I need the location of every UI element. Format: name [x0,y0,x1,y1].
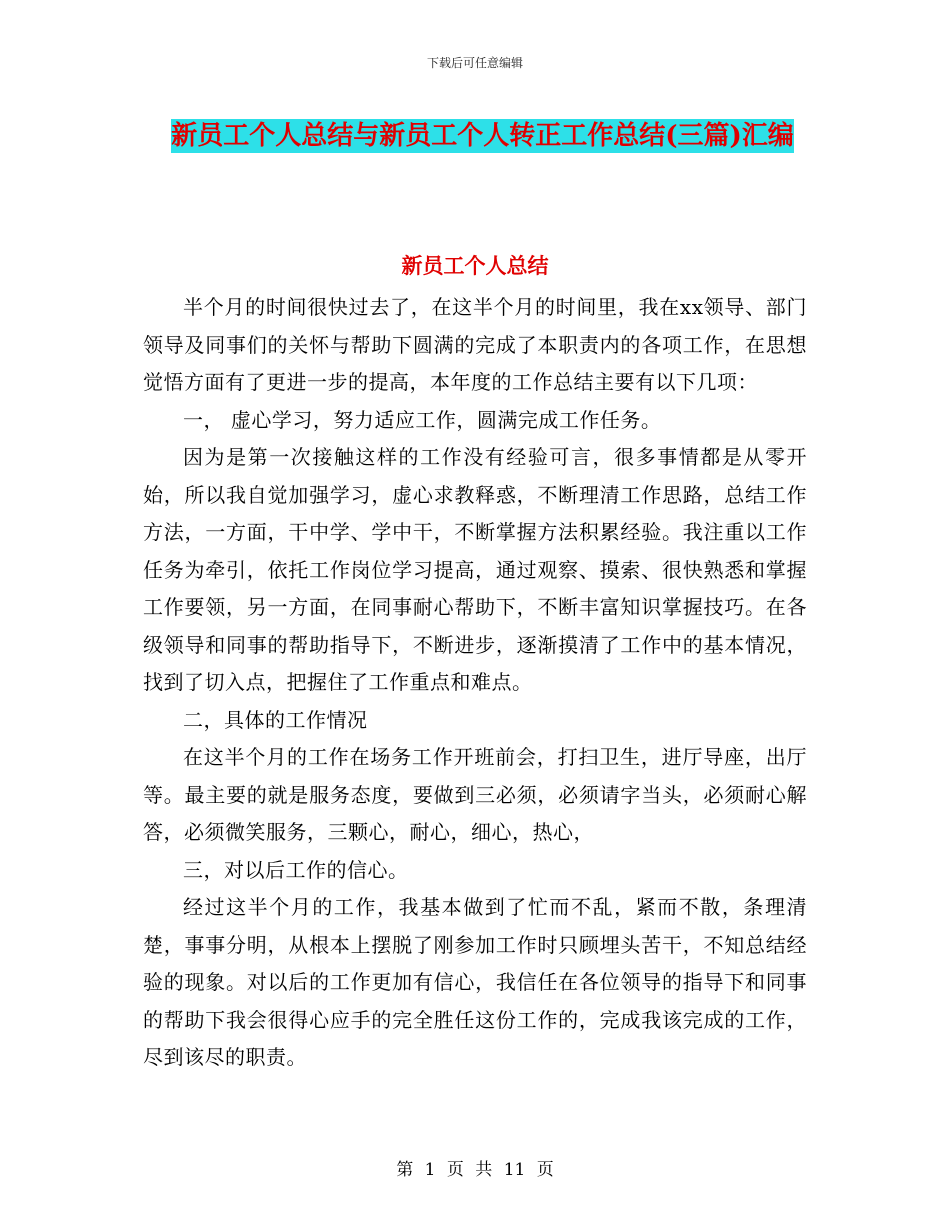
paragraph: 半个月的时间很快过去了，在这半个月的时间里，我在xx领导、部门领导及同事们的关怀与帮助下圆满的完成了本职责内的各项工作，在思想觉悟方面有了更进一步的提高，本年度的工作总结主要有以下几项： [143,295,807,394]
section-title: 新员工个人总结 [401,253,549,278]
page-footer: 第 1 页 共 11 页 [396,1160,554,1180]
document-title [145,112,820,160]
paragraph: 一， 虚心学习，努力适应工作，圆满完成工作任务。 [183,407,662,432]
header-note: 下载后可任意编辑 [426,56,523,70]
paragraph: 在这半个月的工作在场务工作开班前会，打扫卫生，进厅导座，出厅等。最主要的就是服务态度，要做到三必须，必须请字当头，必须耐心解答，必须微笑服务，三颗心，耐心，细心，热心， [143,745,807,844]
paragraph: 三，对以后工作的信心。 [183,857,409,882]
paragraph: 二，具体的工作情况 [183,707,368,732]
document-body [143,289,807,1077]
document-title-text: 新员工个人总结与新员工个人转正工作总结(三篇)汇编 [171,121,794,151]
paragraph: 因为是第一次接触这样的工作没有经验可言，很多事情都是从零开始，所以我自觉加强学习，虚心求教释惑，不断理清工作思路，总结工作方法，一方面，干中学、学中干，不断掌握方法积累经验。我注重以工作任务为牵引，依托工作岗位学习提高，通过观察、摸索、很快熟悉和掌握工作要领，另一方面，在同事耐心帮助下，不断丰富知识掌握技巧。在各级领导和同事的帮助指导下，不断进步，逐渐摸清了工作中的基本情况，找到了切入点，把握住了工作重点和难点。 [143,445,807,694]
paragraph: 经过这半个月的工作，我基本做到了忙而不乱，紧而不散，条理清楚，事事分明，从根本上摆脱了刚参加工作时只顾埋头苦干，不知总结经验的现象。对以后的工作更加有信心，我信任在各位领导的指导下和同事的帮助下我会很得心应手的完全胜任这份工作的，完成我该完成的工作，尽到该尽的职责。 [143,895,807,1069]
